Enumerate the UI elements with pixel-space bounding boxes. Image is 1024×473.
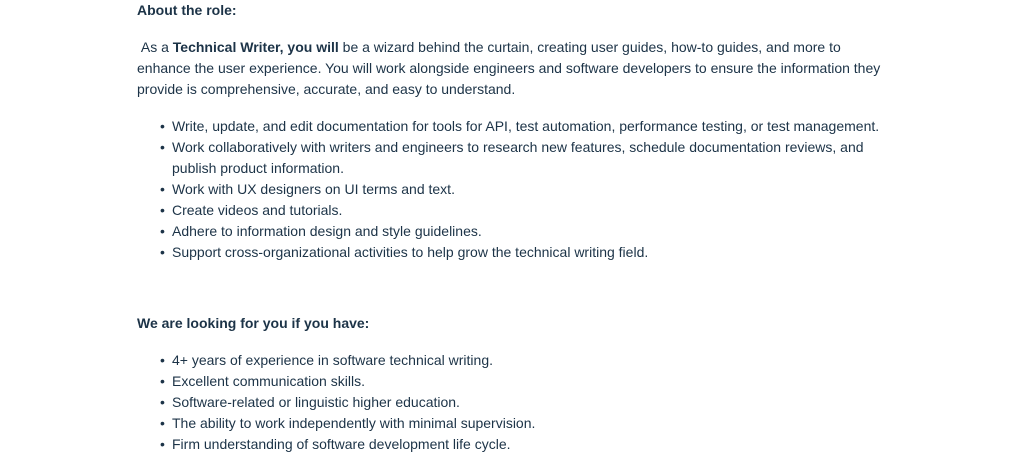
bullet-icon: • xyxy=(160,373,165,389)
list-item-text: Write, update, and edit documentation for tools for API, test automation, performance testing, or test management. xyxy=(172,118,880,134)
list-item xyxy=(160,434,892,455)
list-item xyxy=(160,179,892,200)
list-item-text: 4+ years of experience in software technical writing. xyxy=(172,352,493,368)
list-item-text: The ability to work independently with minimal supervision. xyxy=(172,415,536,431)
list-item-text: Adhere to information design and style guidelines. xyxy=(172,223,482,239)
list-item-text: Firm understanding of software development life cycle. xyxy=(172,436,511,452)
bullet-icon: • xyxy=(160,202,165,218)
bullet-icon: • xyxy=(160,415,165,431)
list-item-text: Software-related or linguistic higher education. xyxy=(172,394,460,410)
about-role-heading: About the role: xyxy=(137,2,237,18)
list-item-text: Create videos and tutorials. xyxy=(172,202,343,218)
requirements-heading: We are looking for you if you have: xyxy=(137,315,370,331)
list-item xyxy=(160,221,892,242)
list-item-text: Support cross-organizational activities to help grow the technical writing field. xyxy=(172,244,649,260)
bullet-icon: • xyxy=(160,223,165,239)
intro-bold-text: Technical Writer, you will xyxy=(172,39,339,55)
list-item xyxy=(160,392,892,413)
list-item-text: Excellent communication skills. xyxy=(172,373,365,389)
list-item xyxy=(160,371,892,392)
bullet-icon: • xyxy=(160,181,165,197)
bullet-icon: • xyxy=(160,118,165,134)
bullet-icon: • xyxy=(160,139,165,155)
list-item-text: Work with UX designers on UI terms and text. xyxy=(172,181,455,197)
list-item xyxy=(160,350,892,371)
list-item xyxy=(160,200,892,221)
list-item xyxy=(160,413,892,434)
list-item xyxy=(160,137,892,179)
bullet-icon: • xyxy=(160,244,165,260)
intro-prefix: As a xyxy=(140,39,173,55)
role-intro-paragraph xyxy=(137,37,892,100)
bullet-icon: • xyxy=(160,436,165,452)
requirements-list xyxy=(137,350,892,455)
list-item-text: Work collaboratively with writers and engineers to research new features, schedule documentation reviews, and publish product information. xyxy=(172,139,864,176)
job-description xyxy=(137,0,892,455)
list-item xyxy=(160,116,892,137)
intro-rest: be a wizard behind the curtain, creating user guides, how-to guides, and more to enhance the user experience. You will work alongside engineers and software developers to ensure the information they provide is comprehensive, accurate, and easy to understand. xyxy=(137,39,881,97)
bullet-icon: • xyxy=(160,394,165,410)
list-item xyxy=(160,242,892,263)
role-responsibilities-list xyxy=(137,116,892,263)
bullet-icon: • xyxy=(160,352,165,368)
